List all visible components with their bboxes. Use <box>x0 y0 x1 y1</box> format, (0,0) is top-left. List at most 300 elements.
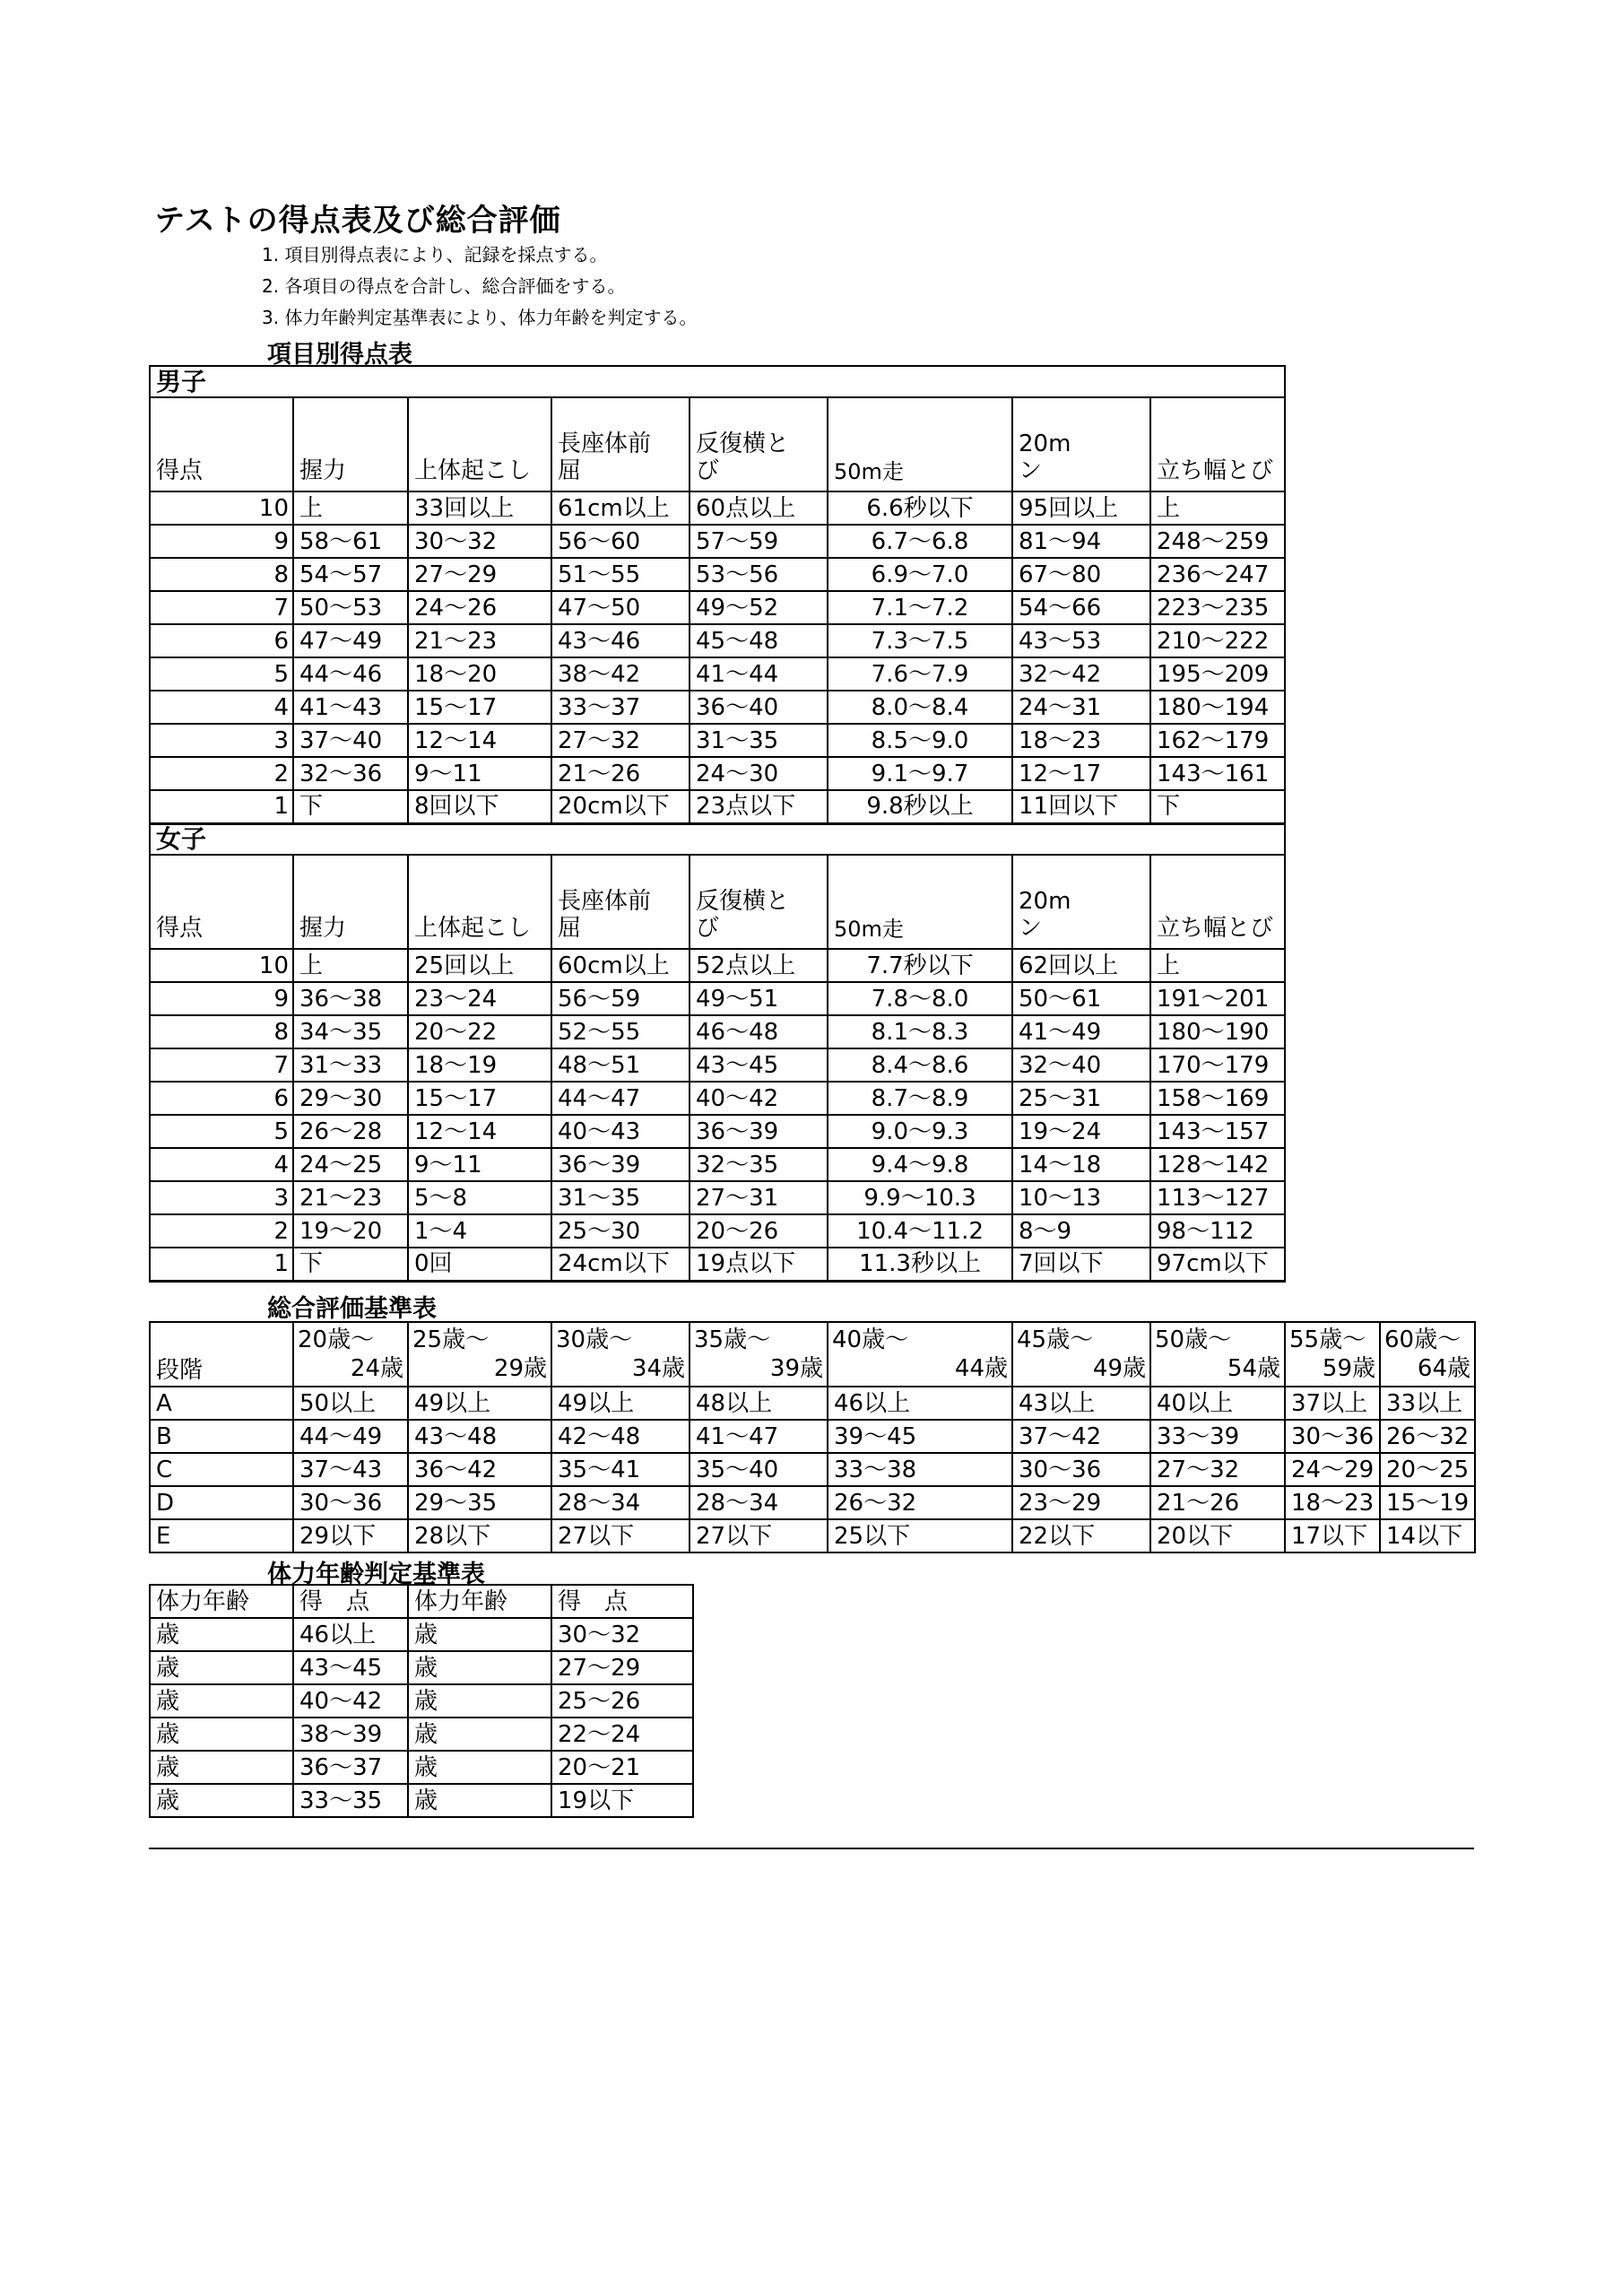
score-range-cell: 46以上 <box>293 1618 408 1651</box>
value-cell: 24～30 <box>690 757 828 790</box>
range-cell: 37～42 <box>1012 1420 1150 1453</box>
column-header: 立ち幅とび <box>1150 397 1285 491</box>
value-cell: 9.0～9.3 <box>828 1115 1012 1148</box>
range-cell: 14以下 <box>1380 1519 1475 1552</box>
column-header: 得 点 <box>293 1585 408 1618</box>
male-score-row <box>150 624 1285 657</box>
value-cell: 52点以上 <box>690 949 828 982</box>
range-cell: 20以下 <box>1150 1519 1285 1552</box>
value-cell: 248～259 <box>1150 525 1285 558</box>
value-cell: 60cm以上 <box>551 949 690 982</box>
male-section-header-label: 男子 <box>150 366 1285 397</box>
value-cell: 31～35 <box>690 724 828 757</box>
range-cell: 25以下 <box>828 1519 1012 1552</box>
value-cell: 27～29 <box>408 558 551 591</box>
score-range-cell: 33～35 <box>293 1784 408 1817</box>
male-score-row <box>150 525 1285 558</box>
value-cell: 7.8～8.0 <box>828 982 1012 1015</box>
fitness-age-table <box>149 1584 694 1818</box>
range-cell: 46以上 <box>828 1387 1012 1420</box>
value-cell: 12～14 <box>408 1115 551 1148</box>
range-cell: 49以上 <box>551 1387 690 1420</box>
column-header: 得点 <box>150 397 293 491</box>
value-cell: 54～57 <box>293 558 408 591</box>
column-header: 反復横と び <box>690 397 828 491</box>
value-cell: 51～55 <box>551 558 690 591</box>
value-cell: 5～8 <box>408 1181 551 1214</box>
value-cell: 10～13 <box>1012 1181 1150 1214</box>
overall-table-title: 総合評価基準表 <box>267 1295 437 1323</box>
value-cell: 6.7～6.8 <box>828 525 1012 558</box>
value-cell: 180～194 <box>1150 691 1285 724</box>
score-range-cell: 40～42 <box>293 1684 408 1718</box>
instruction-1: 1. 項目別得点表により、記録を採点する。 <box>262 244 608 265</box>
male-score-row <box>150 790 1285 823</box>
value-cell: 36～39 <box>690 1115 828 1148</box>
female-score-row <box>150 1214 1285 1248</box>
age-range-header: 45歳～ 49歳 <box>1012 1322 1150 1387</box>
female-score-row <box>150 1115 1285 1148</box>
score-cell: 2 <box>150 757 293 790</box>
value-cell: 32～36 <box>293 757 408 790</box>
value-cell: 36～39 <box>551 1148 690 1181</box>
score-range-cell: 20～21 <box>551 1751 693 1784</box>
value-cell: 27～31 <box>690 1181 828 1214</box>
score-cell: 2 <box>150 1214 293 1248</box>
value-cell: 40～43 <box>551 1115 690 1148</box>
column-header: 長座体前 屈 <box>551 855 690 949</box>
stage-cell: D <box>150 1486 293 1519</box>
value-cell: 56～60 <box>551 525 690 558</box>
value-cell: 98～112 <box>1150 1214 1285 1248</box>
value-cell: 158～169 <box>1150 1082 1285 1115</box>
value-cell: 18～19 <box>408 1048 551 1082</box>
range-cell: 37～43 <box>293 1453 408 1486</box>
age-row <box>150 1751 693 1784</box>
value-cell: 32～42 <box>1012 657 1150 691</box>
age-table-title: 体力年齢判定基準表 <box>267 1561 485 1588</box>
value-cell: 43～53 <box>1012 624 1150 657</box>
fitness-age-cell: 歳 <box>150 1751 293 1784</box>
value-cell: 19～20 <box>293 1214 408 1248</box>
value-cell: 7回以下 <box>1012 1248 1150 1281</box>
female-score-row <box>150 1148 1285 1181</box>
instruction-2: 2. 各項目の得点を合計し、総合評価をする。 <box>262 275 626 297</box>
column-header: 長座体前 屈 <box>551 397 690 491</box>
fitness-age-cell: 歳 <box>408 1684 551 1718</box>
fitness-age-cell: 歳 <box>408 1751 551 1784</box>
range-cell: 21～26 <box>1150 1486 1285 1519</box>
score-cell: 7 <box>150 591 293 624</box>
value-cell: 19～24 <box>1012 1115 1150 1148</box>
score-cell: 7 <box>150 1048 293 1082</box>
value-cell: 113～127 <box>1150 1181 1285 1214</box>
value-cell: 下 <box>293 1248 408 1281</box>
range-cell: 26～32 <box>1380 1420 1475 1453</box>
range-cell: 35～41 <box>551 1453 690 1486</box>
age-range-header: 50歳～ 54歳 <box>1150 1322 1285 1387</box>
stage-cell: C <box>150 1453 293 1486</box>
value-cell: 上 <box>1150 949 1285 982</box>
value-cell: 50～61 <box>1012 982 1150 1015</box>
item-score-table <box>149 365 1286 1283</box>
value-cell: 49～51 <box>690 982 828 1015</box>
value-cell: 81～94 <box>1012 525 1150 558</box>
value-cell: 9～11 <box>408 1148 551 1181</box>
value-cell: 58～61 <box>293 525 408 558</box>
male-score-row <box>150 691 1285 724</box>
score-cell: 5 <box>150 657 293 691</box>
range-cell: 20～25 <box>1380 1453 1475 1486</box>
range-cell: 30～36 <box>1285 1420 1380 1453</box>
value-cell: 52～55 <box>551 1015 690 1048</box>
age-range-header: 35歳～ 39歳 <box>690 1322 828 1387</box>
evaluation-row <box>150 1519 1475 1552</box>
female-score-row <box>150 1082 1285 1115</box>
value-cell: 14～18 <box>1012 1148 1150 1181</box>
value-cell: 45～48 <box>690 624 828 657</box>
score-range-cell: 30～32 <box>551 1618 693 1651</box>
value-cell: 7.3～7.5 <box>828 624 1012 657</box>
male-section-header <box>150 366 1285 397</box>
range-cell: 33～39 <box>1150 1420 1285 1453</box>
value-cell: 43～46 <box>551 624 690 657</box>
value-cell: 162～179 <box>1150 724 1285 757</box>
male-score-row <box>150 757 1285 790</box>
fitness-age-cell: 歳 <box>150 1684 293 1718</box>
value-cell: 6.9～7.0 <box>828 558 1012 591</box>
value-cell: 24cm以下 <box>551 1248 690 1281</box>
age-row <box>150 1718 693 1751</box>
score-range-cell: 36～37 <box>293 1751 408 1784</box>
value-cell: 下 <box>1150 790 1285 823</box>
value-cell: 53～56 <box>690 558 828 591</box>
value-cell: 57～59 <box>690 525 828 558</box>
range-cell: 33～38 <box>828 1453 1012 1486</box>
value-cell: 33～37 <box>551 691 690 724</box>
value-cell: 54～66 <box>1012 591 1150 624</box>
range-cell: 30～36 <box>293 1486 408 1519</box>
column-header: 得点 <box>150 855 293 949</box>
score-cell: 8 <box>150 1015 293 1048</box>
range-cell: 28～34 <box>690 1486 828 1519</box>
value-cell: 41～49 <box>1012 1015 1150 1048</box>
column-header: 上体起こし <box>408 855 551 949</box>
value-cell: 46～48 <box>690 1015 828 1048</box>
range-cell: 30～36 <box>1012 1453 1150 1486</box>
range-cell: 40以上 <box>1150 1387 1285 1420</box>
range-cell: 29～35 <box>408 1486 551 1519</box>
score-range-cell: 27～29 <box>551 1651 693 1684</box>
value-cell: 30～32 <box>408 525 551 558</box>
score-cell: 3 <box>150 1181 293 1214</box>
bottom-rule <box>149 1848 1474 1849</box>
instruction-3: 3. 体力年齢判定基準表により、体力年齢を判定する。 <box>262 307 698 328</box>
score-range-cell: 22～24 <box>551 1718 693 1751</box>
value-cell: 9.8秒以上 <box>828 790 1012 823</box>
male-column-headers <box>150 397 1285 491</box>
score-cell: 10 <box>150 949 293 982</box>
value-cell: 33回以上 <box>408 491 551 525</box>
female-section-header <box>150 823 1285 855</box>
age-row <box>150 1651 693 1684</box>
value-cell: 24～31 <box>1012 691 1150 724</box>
fitness-age-cell: 歳 <box>408 1718 551 1751</box>
female-score-row <box>150 982 1285 1015</box>
value-cell: 50～53 <box>293 591 408 624</box>
range-cell: 36～42 <box>408 1453 551 1486</box>
item-table-title: 項目別得点表 <box>267 341 412 369</box>
value-cell: 34～35 <box>293 1015 408 1048</box>
column-header: 上体起こし <box>408 397 551 491</box>
range-cell: 15～19 <box>1380 1486 1475 1519</box>
female-score-row <box>150 949 1285 982</box>
range-cell: 27以下 <box>690 1519 828 1552</box>
fitness-age-cell: 歳 <box>150 1651 293 1684</box>
score-cell: 5 <box>150 1115 293 1148</box>
fitness-age-cell: 歳 <box>408 1651 551 1684</box>
score-range-cell: 43～45 <box>293 1651 408 1684</box>
range-cell: 44～49 <box>293 1420 408 1453</box>
value-cell: 18～20 <box>408 657 551 691</box>
value-cell: 21～23 <box>408 624 551 657</box>
male-score-row <box>150 558 1285 591</box>
male-score-row <box>150 657 1285 691</box>
score-cell: 9 <box>150 982 293 1015</box>
value-cell: 下 <box>293 790 408 823</box>
overall-evaluation-table <box>149 1321 1476 1553</box>
score-cell: 6 <box>150 1082 293 1115</box>
range-cell: 33以上 <box>1380 1387 1475 1420</box>
value-cell: 47～50 <box>551 591 690 624</box>
value-cell: 40～42 <box>690 1082 828 1115</box>
value-cell: 29～30 <box>293 1082 408 1115</box>
value-cell: 8.7～8.9 <box>828 1082 1012 1115</box>
value-cell: 8.4～8.6 <box>828 1048 1012 1082</box>
range-cell: 43以上 <box>1012 1387 1150 1420</box>
column-header: 得 点 <box>551 1585 693 1618</box>
range-cell: 48以上 <box>690 1387 828 1420</box>
score-cell: 8 <box>150 558 293 591</box>
value-cell: 61cm以上 <box>551 491 690 525</box>
value-cell: 11回以下 <box>1012 790 1150 823</box>
value-cell: 170～179 <box>1150 1048 1285 1082</box>
value-cell: 8～9 <box>1012 1214 1150 1248</box>
value-cell: 6.6秒以下 <box>828 491 1012 525</box>
value-cell: 25～31 <box>1012 1082 1150 1115</box>
range-cell: 22以下 <box>1012 1519 1150 1552</box>
male-score-row <box>150 591 1285 624</box>
value-cell: 20cm以下 <box>551 790 690 823</box>
value-cell: 23点以下 <box>690 790 828 823</box>
female-column-headers <box>150 855 1285 949</box>
value-cell: 236～247 <box>1150 558 1285 591</box>
value-cell: 31～33 <box>293 1048 408 1082</box>
value-cell: 97cm以下 <box>1150 1248 1285 1281</box>
column-header: 20m ン <box>1012 397 1150 491</box>
value-cell: 15～17 <box>408 1082 551 1115</box>
stage-cell: E <box>150 1519 293 1552</box>
range-cell: 43～48 <box>408 1420 551 1453</box>
score-range-cell: 25～26 <box>551 1684 693 1718</box>
value-cell: 8.1～8.3 <box>828 1015 1012 1048</box>
age-range-header: 30歳～ 34歳 <box>551 1322 690 1387</box>
range-cell: 39～45 <box>828 1420 1012 1453</box>
value-cell: 25回以上 <box>408 949 551 982</box>
overall-header-row <box>150 1322 1475 1387</box>
score-cell: 3 <box>150 724 293 757</box>
score-cell: 4 <box>150 691 293 724</box>
score-range-cell: 19以下 <box>551 1784 693 1817</box>
value-cell: 210～222 <box>1150 624 1285 657</box>
female-score-row <box>150 1248 1285 1281</box>
range-cell: 18～23 <box>1285 1486 1380 1519</box>
value-cell: 上 <box>293 491 408 525</box>
column-header: 握力 <box>293 397 408 491</box>
score-cell: 9 <box>150 525 293 558</box>
value-cell: 41～43 <box>293 691 408 724</box>
value-cell: 32～35 <box>690 1148 828 1181</box>
value-cell: 43～45 <box>690 1048 828 1082</box>
value-cell: 95回以上 <box>1012 491 1150 525</box>
value-cell: 21～26 <box>551 757 690 790</box>
column-header: 握力 <box>293 855 408 949</box>
evaluation-row <box>150 1486 1475 1519</box>
column-header: 体力年齢 <box>408 1585 551 1618</box>
value-cell: 56～59 <box>551 982 690 1015</box>
score-range-cell: 38～39 <box>293 1718 408 1751</box>
age-row <box>150 1784 693 1817</box>
value-cell: 7.7秒以下 <box>828 949 1012 982</box>
value-cell: 9～11 <box>408 757 551 790</box>
value-cell: 32～40 <box>1012 1048 1150 1082</box>
range-cell: 29以下 <box>293 1519 408 1552</box>
range-cell: 37以上 <box>1285 1387 1380 1420</box>
range-cell: 23～29 <box>1012 1486 1150 1519</box>
score-cell: 6 <box>150 624 293 657</box>
value-cell: 24～26 <box>408 591 551 624</box>
value-cell: 62回以上 <box>1012 949 1150 982</box>
age-row <box>150 1684 693 1718</box>
range-cell: 28以下 <box>408 1519 551 1552</box>
female-score-row <box>150 1181 1285 1214</box>
fitness-age-cell: 歳 <box>150 1784 293 1817</box>
value-cell: 上 <box>293 949 408 982</box>
range-cell: 27～32 <box>1150 1453 1285 1486</box>
value-cell: 143～157 <box>1150 1115 1285 1148</box>
value-cell: 9.4～9.8 <box>828 1148 1012 1181</box>
value-cell: 24～25 <box>293 1148 408 1181</box>
range-cell: 17以下 <box>1285 1519 1380 1552</box>
value-cell: 47～49 <box>293 624 408 657</box>
fitness-age-cell: 歳 <box>408 1618 551 1651</box>
score-cell: 4 <box>150 1148 293 1181</box>
age-header-row <box>150 1585 693 1618</box>
value-cell: 67～80 <box>1012 558 1150 591</box>
value-cell: 20～22 <box>408 1015 551 1048</box>
page-title: テストの得点表及び総合評価 <box>154 203 561 239</box>
male-score-row <box>150 724 1285 757</box>
age-range-header: 55歳～ 59歳 <box>1285 1322 1380 1387</box>
column-header: 50m走 <box>828 397 1012 491</box>
value-cell: 15～17 <box>408 691 551 724</box>
age-range-header: 20歳～ 24歳 <box>293 1322 408 1387</box>
value-cell: 9.9～10.3 <box>828 1181 1012 1214</box>
value-cell: 31～35 <box>551 1181 690 1214</box>
value-cell: 20～26 <box>690 1214 828 1248</box>
column-header: 体力年齢 <box>150 1585 293 1618</box>
value-cell: 180～190 <box>1150 1015 1285 1048</box>
value-cell: 37～40 <box>293 724 408 757</box>
value-cell: 12～14 <box>408 724 551 757</box>
score-cell: 1 <box>150 790 293 823</box>
value-cell: 1～4 <box>408 1214 551 1248</box>
value-cell: 60点以上 <box>690 491 828 525</box>
value-cell: 26～28 <box>293 1115 408 1148</box>
range-cell: 41～47 <box>690 1420 828 1453</box>
value-cell: 8.0～8.4 <box>828 691 1012 724</box>
range-cell: 28～34 <box>551 1486 690 1519</box>
evaluation-row <box>150 1420 1475 1453</box>
score-cell: 10 <box>150 491 293 525</box>
value-cell: 38～42 <box>551 657 690 691</box>
value-cell: 9.1～9.7 <box>828 757 1012 790</box>
value-cell: 223～235 <box>1150 591 1285 624</box>
value-cell: 8回以下 <box>408 790 551 823</box>
evaluation-row <box>150 1453 1475 1486</box>
value-cell: 0回 <box>408 1248 551 1281</box>
range-cell: 24～29 <box>1285 1453 1380 1486</box>
range-cell: 26～32 <box>828 1486 1012 1519</box>
column-header: 50m走 <box>828 855 1012 949</box>
evaluation-row <box>150 1387 1475 1420</box>
value-cell: 44～46 <box>293 657 408 691</box>
value-cell: 10.4～11.2 <box>828 1214 1012 1248</box>
range-cell: 35～40 <box>690 1453 828 1486</box>
value-cell: 8.5～9.0 <box>828 724 1012 757</box>
value-cell: 36～38 <box>293 982 408 1015</box>
value-cell: 25～30 <box>551 1214 690 1248</box>
value-cell: 7.1～7.2 <box>828 591 1012 624</box>
age-range-header: 25歳～ 29歳 <box>408 1322 551 1387</box>
stage-cell: B <box>150 1420 293 1453</box>
column-header: 20m ン <box>1012 855 1150 949</box>
column-header: 立ち幅とび <box>1150 855 1285 949</box>
age-range-header: 60歳～ 64歳 <box>1380 1322 1475 1387</box>
value-cell: 21～23 <box>293 1181 408 1214</box>
score-cell: 1 <box>150 1248 293 1281</box>
value-cell: 27～32 <box>551 724 690 757</box>
fitness-age-cell: 歳 <box>150 1618 293 1651</box>
range-cell: 49以上 <box>408 1387 551 1420</box>
value-cell: 19点以下 <box>690 1248 828 1281</box>
range-cell: 50以上 <box>293 1387 408 1420</box>
range-cell: 27以下 <box>551 1519 690 1552</box>
value-cell: 143～161 <box>1150 757 1285 790</box>
value-cell: 195～209 <box>1150 657 1285 691</box>
value-cell: 128～142 <box>1150 1148 1285 1181</box>
female-section-header-label: 女子 <box>150 823 1285 855</box>
stage-header: 段階 <box>150 1322 293 1387</box>
value-cell: 36～40 <box>690 691 828 724</box>
value-cell: 48～51 <box>551 1048 690 1082</box>
female-score-row <box>150 1015 1285 1048</box>
age-range-header: 40歳～ 44歳 <box>828 1322 1012 1387</box>
male-score-row <box>150 491 1285 525</box>
value-cell: 191～201 <box>1150 982 1285 1015</box>
value-cell: 上 <box>1150 491 1285 525</box>
value-cell: 44～47 <box>551 1082 690 1115</box>
